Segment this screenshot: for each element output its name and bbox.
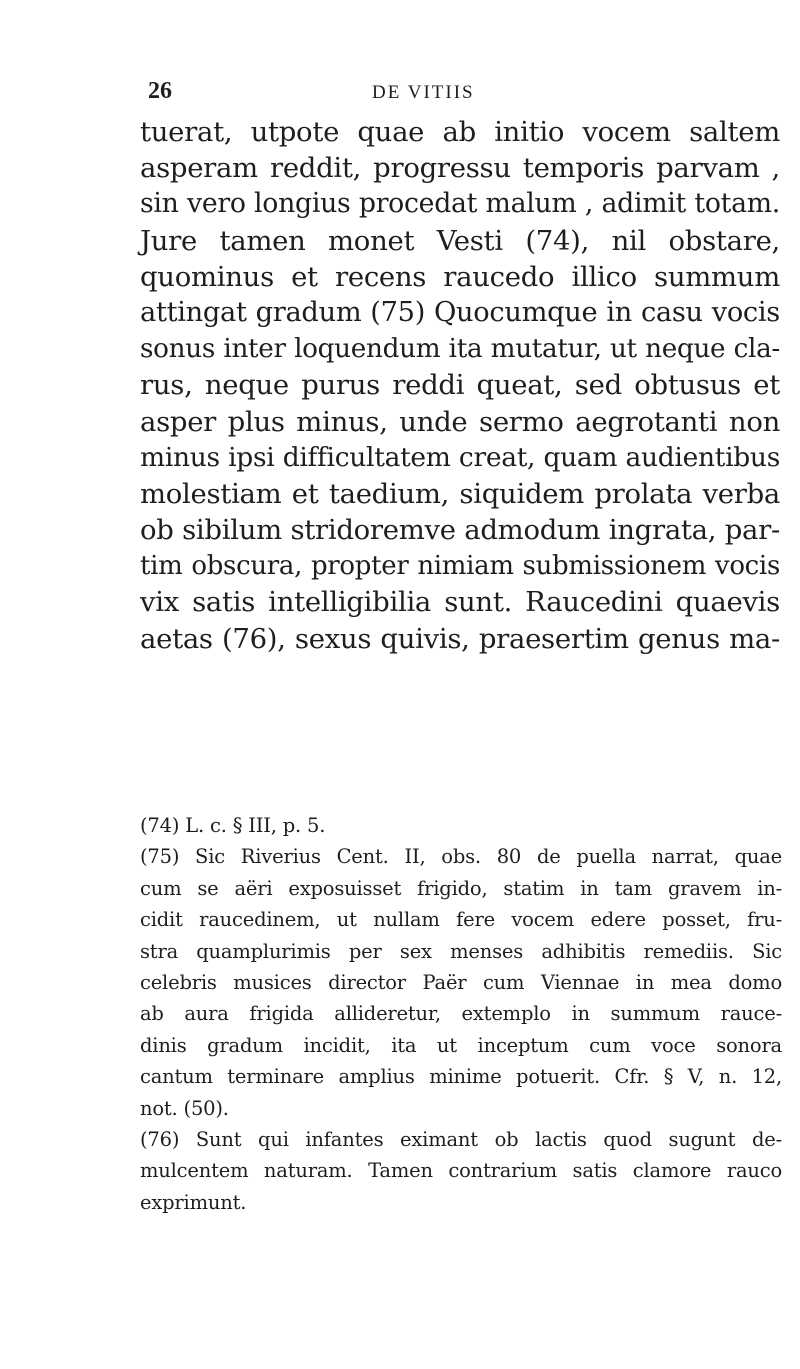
main-text	[140, 114, 780, 657]
footnote-line: celebris musices director Paër cum Viennae in mea domo	[140, 970, 782, 994]
text-line: tim obscura, propter nimiam submissionem vocis	[140, 551, 780, 582]
text-line: sonus inter loquendum ita mutatur, ut neque cla-	[140, 334, 780, 365]
text-line: asperam reddit, progressu temporis parvam ,	[140, 152, 780, 185]
text-line: asper plus minus, unde sermo aegrotanti non	[140, 405, 780, 438]
footnote-line: cantum terminare amplius minime potuerit. Cfr. § V, n. 12,	[140, 1065, 782, 1089]
text-line: tuerat, utpote quae ab initio vocem saltem	[140, 116, 780, 148]
footnote-line: exprimunt.	[140, 1190, 247, 1214]
text-line: quominus et recens raucedo illico summum	[140, 260, 780, 293]
text-line: Jure tamen monet Vesti (74), nil obstare,	[140, 224, 780, 257]
text-line: sin vero longius procedat malum , adimit totam.	[140, 188, 780, 220]
text-line: minus ipsi difficultatem creat, quam audientibus	[140, 441, 780, 473]
footnote-line: (74) L. c. § III, p. 5.	[140, 814, 326, 837]
text-line: rus, neque purus reddi queat, sed obtusus et	[140, 369, 780, 402]
footnote-line: stra quamplurimis per sex menses adhibitis remediis. Sic	[140, 939, 782, 963]
footnote-line: cidit raucedinem, ut nullam fere vocem edere posset, fru-	[140, 908, 782, 932]
footnote-line: cum se aëri exposuisset frigido, statim in tam gravem in-	[140, 876, 782, 900]
page-header	[140, 78, 780, 118]
footnote-line: not. (50).	[140, 1096, 229, 1120]
running-head: DE VITIIS	[372, 82, 475, 103]
footnote-line: dinis gradum incidit, ita ut inceptum cum voce sonora	[140, 1033, 782, 1057]
text-line: molestiam et taedium, siquidem prolata verba	[140, 477, 780, 510]
footnote-line: (75) Sic Riverius Cent. II, obs. 80 de puella narrat, quae	[140, 845, 782, 869]
text-line: attingat gradum (75) Quocumque in casu vocis	[140, 296, 780, 328]
text-line: ob sibilum stridoremve admodum ingrata, par-	[140, 514, 780, 547]
footnote-line: ab aura frigida allideretur, extemplo in summum rauce-	[140, 1002, 782, 1026]
footnotes	[140, 810, 782, 1218]
page-number: 26	[148, 78, 172, 104]
text-line: vix satis intelligibilia sunt. Raucedini quaevis	[140, 586, 780, 619]
footnote-line: (76) Sunt qui infantes eximant ob lactis quod sugunt de-	[140, 1127, 782, 1151]
text-line: aetas (76), sexus quivis, praesertim genus ma-	[140, 622, 780, 655]
footnote-line: mulcentem naturam. Tamen contrarium satis clamore rauco	[140, 1159, 782, 1183]
